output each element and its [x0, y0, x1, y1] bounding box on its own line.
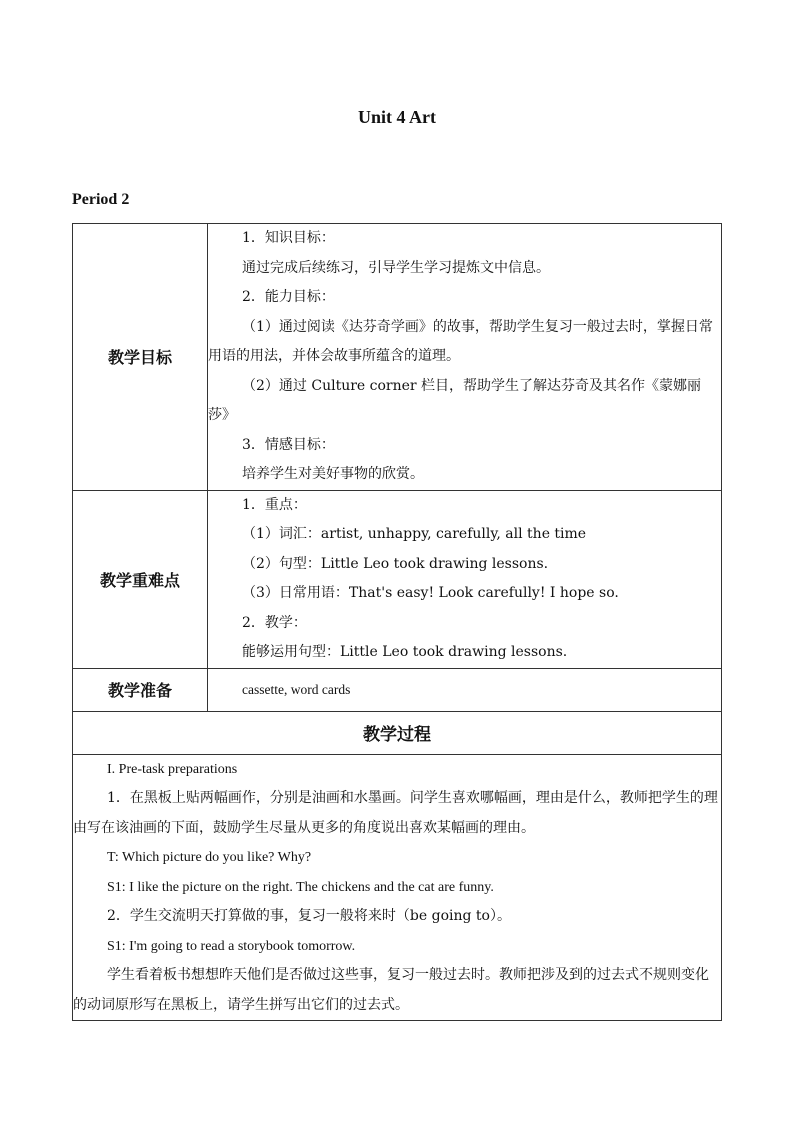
process-header-row [73, 711, 722, 754]
process-line: 2．学生交流明天打算做的事，复习一般将来时（be going to）。 [107, 908, 511, 924]
focus-row [73, 490, 722, 668]
focus-line: 能够运用句型：Little Leo took drawing lessons. [242, 644, 568, 660]
document-title: Unit 4 Art [358, 107, 436, 127]
process-line: 1．在黑板上贴两幅画作，分别是油画和水墨画。问学生喜欢哪幅画，理由是什么，教师把学生的理由写在该油画的下面，鼓励学生尽量从更多的角度说出喜欢某幅画的理由。 [73, 790, 718, 836]
focus-line: 1．重点： [242, 496, 307, 513]
prep-label: 教学准备 [73, 668, 208, 711]
period-heading: Period 2 [72, 191, 130, 208]
prep-row [73, 668, 722, 711]
goals-line: 3．情感目标： [242, 436, 335, 453]
focus-line: （2）句型：Little Leo took drawing lessons. [242, 555, 549, 572]
focus-content [208, 490, 722, 668]
focus-line: （3）日常用语：That's easy! Look carefully! I hope so. [242, 585, 619, 601]
goals-line: 通过完成后续练习，引导学生学习提炼文中信息。 [242, 259, 550, 276]
prep-content [208, 668, 722, 711]
focus-label: 教学重难点 [73, 490, 208, 668]
process-line: S1: I'm going to read a storybook tomorrow. [107, 938, 356, 954]
process-line: S1: I like the picture on the right. The chickens and the cat are funny. [107, 879, 494, 895]
lesson-plan-table [72, 223, 722, 1021]
goals-line: （2）通过 Culture corner 栏目，帮助学生了解达芬奇及其名作《蒙娜丽莎》 [208, 377, 702, 423]
focus-line: （1）词汇：artist, unhappy, carefully, all the time [242, 526, 587, 542]
process-line: 学生看着板书想想昨天他们是否做过这些事，复习一般过去时。教师把涉及到的过去式不规则变化的动词原形写在黑板上，请学生拼写出它们的过去式。 [73, 967, 709, 1013]
goals-row [73, 224, 722, 491]
goals-line: （1）通过阅读《达芬奇学画》的故事，帮助学生复习一般过去时，掌握日常用语的用法，并体会故事所蕴含的道理。 [208, 318, 713, 364]
process-line: T: Which picture do you like? Why? [107, 850, 312, 865]
goals-content [208, 224, 722, 491]
process-header: 教学过程 [73, 711, 722, 754]
focus-line: 2．教学： [242, 614, 307, 631]
process-row [73, 754, 722, 1021]
process-line: I. Pre-task preparations [107, 761, 238, 777]
prep-text: cassette, word cards [242, 681, 351, 697]
goals-label: 教学目标 [73, 224, 208, 491]
goals-line: 培养学生对美好事物的欣赏。 [242, 466, 424, 482]
process-content [73, 754, 722, 1021]
goals-line: 2．能力目标： [242, 289, 335, 305]
goals-line: 1．知识目标： [242, 230, 335, 246]
